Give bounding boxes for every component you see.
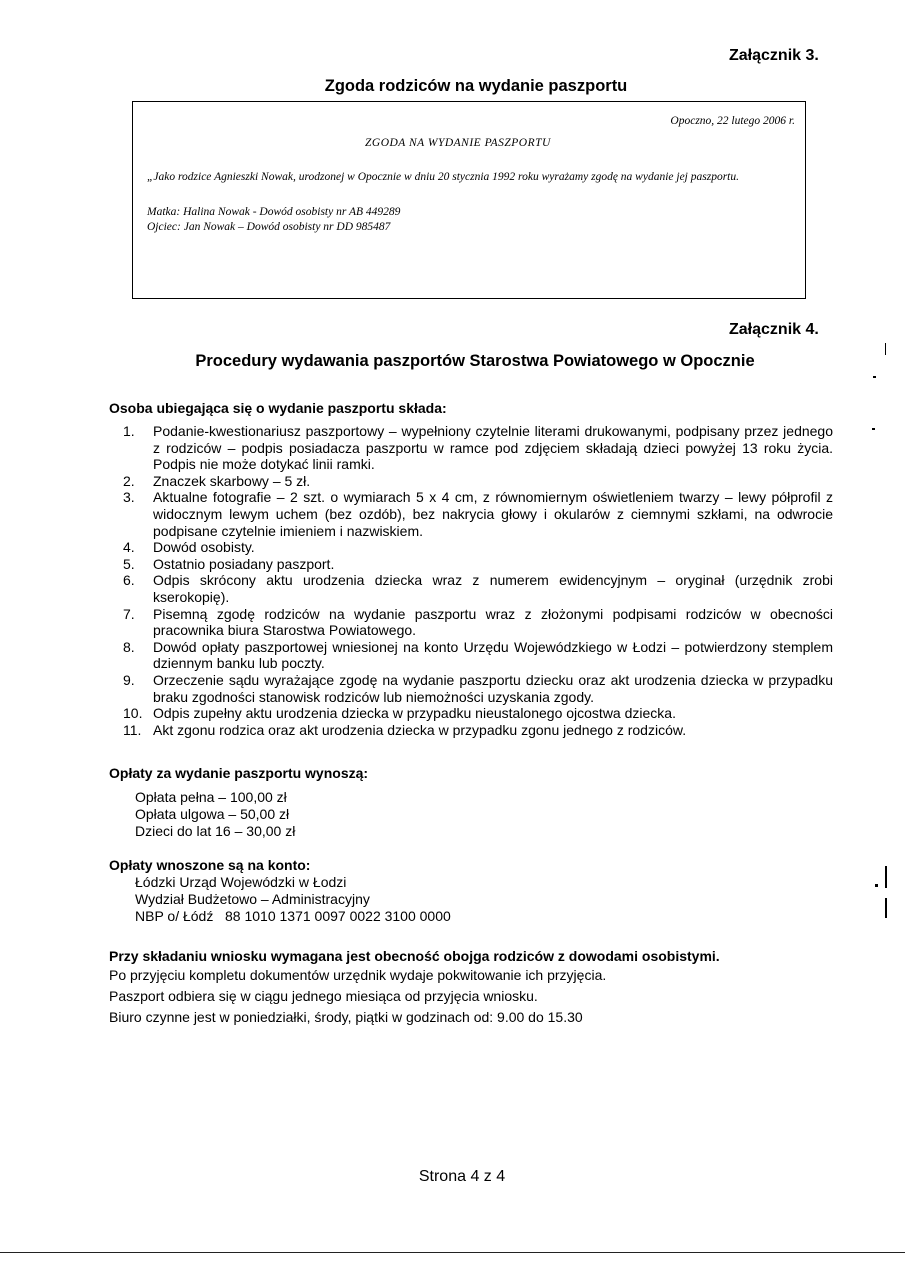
list-item-number: 7.	[123, 605, 135, 622]
notes-heading: Przy składaniu wniosku wymagana jest obecność obojga rodziców z dowodami osobistymi.	[109, 948, 720, 964]
notes	[109, 965, 606, 1028]
list-item-text: Znaczek skarbowy – 5 zł.	[153, 472, 311, 489]
annex4-title: Procedury wydawania paszportów Starostwa Powiatowego w Opocznie	[195, 352, 755, 370]
fees-heading: Opłaty za wydanie paszportu wynoszą:	[109, 765, 369, 781]
list-item-text: Odpis skrócony aktu urodzenia dziecka wraz z numerem ewidencyjnym – oryginał (urzędnik zrobi kserokopię).	[153, 572, 833, 605]
list-item	[123, 639, 833, 672]
list-item-number: 5.	[123, 555, 135, 572]
list-item	[123, 705, 833, 722]
list-item-number: 11.	[123, 721, 142, 738]
list-item-number: 1.	[123, 423, 135, 439]
bottom-rule	[0, 1252, 905, 1253]
list-item	[123, 489, 833, 539]
list-item	[123, 722, 833, 739]
scan-mark	[873, 376, 876, 378]
list-item-text: Akt zgonu rodzica oraz akt urodzenia dziecka w przypadku zgonu jednego z rodziców.	[153, 721, 687, 738]
fee-line: Dzieci do lat 16 – 30,00 zł	[135, 823, 296, 839]
note-line: Po przyjęciu kompletu dokumentów urzędnik wydaje pokwitowanie ich przyjęcia.	[109, 967, 607, 983]
fee-line: Opłata ulgowa – 50,00 zł	[135, 806, 290, 822]
scan-mark	[872, 428, 875, 430]
docs-heading: Osoba ubiegająca się o wydanie paszportu składa:	[109, 400, 447, 416]
consent-box	[132, 101, 806, 299]
scan-mark	[885, 898, 887, 918]
consent-heading: ZGODA NA WYDANIE PASZPORTU	[365, 137, 551, 149]
list-item-number: 8.	[123, 638, 135, 655]
list-item-text: Orzeczenie sądu wyrażające zgodę na wydanie paszportu dziecku oraz akt urodzenia dziecka w przypadku braku zgodności stanowisk rodziców lub niemożności uzyskania zgody.	[153, 671, 833, 705]
fee-line: Opłata pełna – 100,00 zł	[135, 789, 287, 805]
list-item-number: 6.	[123, 572, 135, 589]
list-item	[123, 556, 833, 573]
list-item-number: 9.	[123, 671, 135, 688]
list-item-text: Dowód opłaty paszportowej wniesionej na konto Urzędu Wojewódzkiego w Łodzi – potwierdzony stemplem dziennym banku lub poczty.	[153, 638, 833, 672]
annex4-label: Załącznik 4.	[729, 321, 819, 338]
annex3-title: Zgoda rodziców na wydanie paszportu	[324, 77, 628, 95]
list-item	[123, 539, 833, 556]
consent-place-date: Opoczno, 22 lutego 2006 r.	[670, 115, 795, 127]
scan-mark	[875, 884, 878, 887]
list-item	[123, 473, 833, 490]
list-item-number: 4.	[123, 539, 135, 556]
list-item-text: Ostatnio posiadany paszport.	[153, 555, 335, 572]
annex3-label: Załącznik 3.	[729, 47, 819, 64]
consent-father: Ojciec: Jan Nowak – Dowód osobisty nr DD 985487	[147, 221, 391, 233]
account-heading: Opłaty wnoszone są na konto:	[109, 857, 311, 873]
list-item-number: 3.	[123, 489, 135, 506]
account-info	[135, 874, 451, 925]
scan-mark	[885, 343, 886, 355]
consent-text: „Jako rodzice Agnieszki Nowak, urodzonej w Opocznie w dniu 20 stycznia 1992 roku wyrażamy zgodę na wydanie jej paszportu.	[147, 171, 739, 183]
list-item-text: Podanie-kwestionariusz paszportowy – wypełniony czytelnie literami drukowanymi, podpisany przez jednego z rodziców – podpis posiadacza paszportu w ramce pod zdjęciem składają dzieci powyżej 13 roku życia. Podpis nie może dotykać linii ramki.	[153, 423, 833, 473]
consent-mother: Matka: Halina Nowak - Dowód osobisty nr AB 449289	[147, 206, 401, 218]
list-item-text: Pisemną zgodę rodziców na wydanie paszportu wraz z złożonymi podpisami rodziców w obecności pracownika biura Starostwa Powiatowego.	[153, 605, 833, 639]
fees-list	[135, 789, 295, 840]
note-line: Biuro czynne jest w poniedziałki, środy, piątki w godzinach od: 9.00 do 15.30	[109, 1009, 583, 1025]
account-line: Wydział Budżetowo – Administracyjny	[135, 891, 370, 907]
list-item	[123, 672, 833, 705]
list-item	[123, 423, 833, 473]
note-line: Paszport odbiera się w ciągu jednego miesiąca od przyjęcia wniosku.	[109, 988, 538, 1004]
account-line: Łódzki Urząd Wojewódzki w Łodzi	[135, 874, 347, 890]
page-number: Strona 4 z 4	[418, 1168, 506, 1185]
list-item-text: Odpis zupełny aktu urodzenia dziecka w przypadku nieustalonego ojcostwa dziecka.	[153, 705, 676, 722]
list-item-number: 2.	[123, 472, 135, 489]
account-line: NBP o/ Łódź 88 1010 1371 0097 0022 3100 0000	[135, 908, 451, 924]
list-item-text: Aktualne fotografie – 2 szt. o wymiarach 5 x 4 cm, z równomiernym oświetleniem twarzy – lewy półprofil z widocznym lewym uchem (bez ozdób), bez nakrycia głowy i okularów z ciemnymi szkłami, na odwrocie podpisane czytelnie imieniem i nazwiskiem.	[153, 489, 833, 539]
scan-mark	[885, 866, 887, 888]
list-item-number: 10.	[123, 705, 143, 722]
list-item-text: Dowód osobisty.	[153, 539, 255, 556]
documents-list	[123, 423, 833, 738]
list-item	[123, 572, 833, 605]
list-item	[123, 606, 833, 639]
